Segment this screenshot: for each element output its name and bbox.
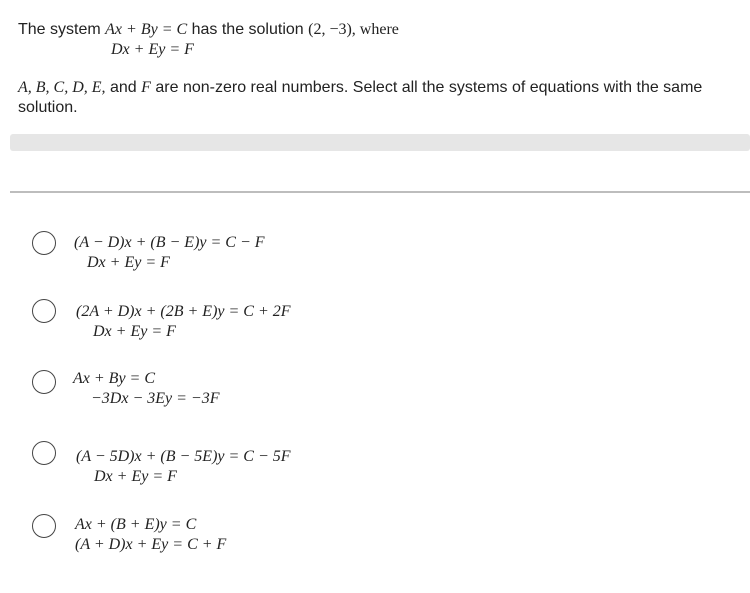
option-2-radio[interactable] <box>32 299 56 323</box>
last-variable: F <box>141 79 151 96</box>
option-3-radio[interactable] <box>32 370 56 394</box>
question-intro: The system <box>18 21 106 38</box>
option-3-equation-1: Ax + By = C <box>73 370 156 387</box>
instruction-text: are non-zero real numbers. Select all the systems of equations with the same solution. <box>18 79 703 116</box>
option-1-equation-2: Dx + Ey = F <box>87 254 170 271</box>
and-word: and <box>105 79 142 96</box>
system-equation-2: Dx + Ey = F <box>111 41 194 58</box>
option-5-equation-1: Ax + (B + E)y = C <box>75 516 197 533</box>
option-5-equation-2: (A + D)x + Ey = C + F <box>75 536 227 553</box>
question-line-1 <box>18 21 399 39</box>
option-4-radio[interactable] <box>32 441 56 465</box>
system-equation-1: Ax + By = C <box>105 21 188 38</box>
option-2-equation-2: Dx + Ey = F <box>93 323 176 340</box>
option-1-equation-1: (A − D)x + (B − E)y = C − F <box>74 234 265 251</box>
option-2-equation-1: (2A + D)x + (2B + E)y = C + 2F <box>76 303 291 320</box>
option-4-equation-1: (A − 5D)x + (B − 5E)y = C − 5F <box>76 448 291 465</box>
question-instruction <box>18 78 723 118</box>
option-1-radio[interactable] <box>32 231 56 255</box>
solution-value: (2, −3), where <box>308 21 399 38</box>
divider <box>10 191 750 193</box>
solution-prefix: has the solution <box>187 21 309 38</box>
option-4-equation-2: Dx + Ey = F <box>94 468 177 485</box>
answer-status-bar <box>10 134 750 151</box>
option-3-equation-2: −3Dx − 3Ey = −3F <box>91 390 220 407</box>
option-5-radio[interactable] <box>32 514 56 538</box>
variable-list: A, B, C, D, E, <box>18 79 106 96</box>
